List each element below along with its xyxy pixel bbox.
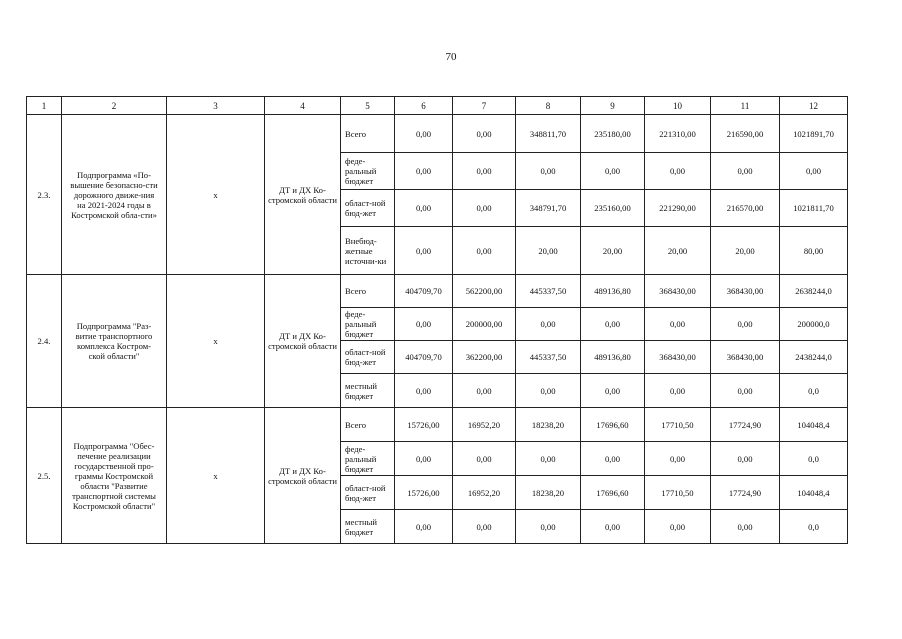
- executor: ДТ и ДХ Ко-стромской области: [265, 115, 341, 275]
- amount-cell: 17696,60: [581, 408, 645, 442]
- section-number: 2.5.: [27, 408, 62, 544]
- funding-source: феде-ральный бюджет: [341, 442, 395, 476]
- amount-cell: 104048,4: [780, 476, 848, 510]
- funding-source: феде-ральный бюджет: [341, 308, 395, 341]
- amount-cell: 0,00: [711, 510, 780, 544]
- column-header: 10: [645, 97, 711, 115]
- amount-cell: 0,00: [453, 153, 516, 190]
- amount-cell: 0,00: [395, 442, 453, 476]
- amount-cell: 2638244,0: [780, 275, 848, 308]
- amount-cell: 0,00: [581, 442, 645, 476]
- funding-source: област-ной бюд-жет: [341, 476, 395, 510]
- amount-cell: 0,00: [711, 374, 780, 408]
- amount-cell: 368430,00: [645, 341, 711, 374]
- amount-cell: 0,00: [645, 153, 711, 190]
- amount-cell: 404709,70: [395, 341, 453, 374]
- table-body: [27, 97, 848, 544]
- amount-cell: 0,00: [395, 190, 453, 227]
- funding-source: Всего: [341, 275, 395, 308]
- column-header: 7: [453, 97, 516, 115]
- amount-cell: 489136,80: [581, 275, 645, 308]
- header-row: [27, 97, 848, 115]
- amount-cell: 16952,20: [453, 408, 516, 442]
- amount-cell: 0,00: [581, 374, 645, 408]
- amount-cell: 0,00: [645, 308, 711, 341]
- section-number: 2.4.: [27, 275, 62, 408]
- amount-cell: 0,00: [453, 227, 516, 275]
- amount-cell: 0,00: [395, 374, 453, 408]
- amount-cell: 16952,20: [453, 476, 516, 510]
- subprogram-name: Подпрограмма "Раз-витие транспортного комплекса Костром-ской области": [62, 275, 167, 408]
- amount-cell: 20,00: [516, 227, 581, 275]
- amount-cell: 1021891,70: [780, 115, 848, 153]
- amount-cell: 235160,00: [581, 190, 645, 227]
- amount-cell: 0,00: [516, 153, 581, 190]
- table-row: [27, 408, 848, 442]
- amount-cell: 0,00: [395, 227, 453, 275]
- executor: ДТ и ДХ Ко-стромской области: [265, 275, 341, 408]
- amount-cell: 0,00: [581, 153, 645, 190]
- amount-cell: 17696,60: [581, 476, 645, 510]
- amount-cell: 0,00: [453, 510, 516, 544]
- amount-cell: 445337,50: [516, 275, 581, 308]
- column-3-mark: х: [167, 275, 265, 408]
- amount-cell: 235180,00: [581, 115, 645, 153]
- amount-cell: 0,00: [395, 308, 453, 341]
- amount-cell: 0,00: [516, 374, 581, 408]
- amount-cell: 404709,70: [395, 275, 453, 308]
- subprogram-name: Подпрограмма "Обес-печение реализации государственной про-граммы Костромской области "Развитие транспортной системы Костромской области": [62, 408, 167, 544]
- amount-cell: 0,00: [780, 153, 848, 190]
- amount-cell: 0,00: [516, 510, 581, 544]
- amount-cell: 489136,80: [581, 341, 645, 374]
- amount-cell: 216570,00: [711, 190, 780, 227]
- funding-source: област-ной бюд-жет: [341, 190, 395, 227]
- amount-cell: 0,00: [645, 374, 711, 408]
- amount-cell: 368430,00: [711, 341, 780, 374]
- funding-source: местный бюджет: [341, 374, 395, 408]
- executor: ДТ и ДХ Ко-стромской области: [265, 408, 341, 544]
- amount-cell: 80,00: [780, 227, 848, 275]
- amount-cell: 348811,70: [516, 115, 581, 153]
- column-header: 2: [62, 97, 167, 115]
- column-header: 6: [395, 97, 453, 115]
- column-3-mark: х: [167, 115, 265, 275]
- column-3-mark: х: [167, 408, 265, 544]
- amount-cell: 200000,0: [780, 308, 848, 341]
- amount-cell: 0,00: [711, 308, 780, 341]
- amount-cell: 362200,00: [453, 341, 516, 374]
- amount-cell: 445337,50: [516, 341, 581, 374]
- funding-source: Всего: [341, 115, 395, 153]
- amount-cell: 2438244,0: [780, 341, 848, 374]
- amount-cell: 200000,00: [453, 308, 516, 341]
- amount-cell: 562200,00: [453, 275, 516, 308]
- amount-cell: 221290,00: [645, 190, 711, 227]
- amount-cell: 0,00: [711, 153, 780, 190]
- amount-cell: 20,00: [581, 227, 645, 275]
- amount-cell: 0,00: [453, 190, 516, 227]
- amount-cell: 15726,00: [395, 476, 453, 510]
- funding-source: Всего: [341, 408, 395, 442]
- subprogram-name: Подпрограмма «По-вышение безопасно-сти дорожного движе-ния на 2021-2024 годы в Костромской обла-сти»: [62, 115, 167, 275]
- amount-cell: 17710,50: [645, 476, 711, 510]
- page-number: 70: [445, 51, 457, 63]
- amount-cell: 0,00: [645, 510, 711, 544]
- amount-cell: 0,00: [516, 442, 581, 476]
- amount-cell: 104048,4: [780, 408, 848, 442]
- table-row: [27, 115, 848, 153]
- amount-cell: 20,00: [645, 227, 711, 275]
- funding-source: Внебюд-жетные источни-ки: [341, 227, 395, 275]
- amount-cell: 221310,00: [645, 115, 711, 153]
- amount-cell: 0,00: [395, 115, 453, 153]
- amount-cell: 0,00: [581, 510, 645, 544]
- amount-cell: 368430,00: [645, 275, 711, 308]
- amount-cell: 0,00: [516, 308, 581, 341]
- funding-source: местный бюджет: [341, 510, 395, 544]
- column-header: 8: [516, 97, 581, 115]
- amount-cell: 0,0: [780, 510, 848, 544]
- amount-cell: 348791,70: [516, 190, 581, 227]
- amount-cell: 368430,00: [711, 275, 780, 308]
- amount-cell: 18238,20: [516, 476, 581, 510]
- amount-cell: 0,00: [645, 442, 711, 476]
- funding-source: област-ной бюд-жет: [341, 341, 395, 374]
- column-header: 4: [265, 97, 341, 115]
- budget-table: [26, 96, 848, 544]
- amount-cell: 0,00: [711, 442, 780, 476]
- amount-cell: 0,0: [780, 374, 848, 408]
- column-header: 9: [581, 97, 645, 115]
- amount-cell: 0,00: [453, 442, 516, 476]
- section-number: 2.3.: [27, 115, 62, 275]
- amount-cell: 0,00: [581, 308, 645, 341]
- amount-cell: 18238,20: [516, 408, 581, 442]
- column-header: 5: [341, 97, 395, 115]
- amount-cell: 0,0: [780, 442, 848, 476]
- amount-cell: 17710,50: [645, 408, 711, 442]
- amount-cell: 1021811,70: [780, 190, 848, 227]
- amount-cell: 15726,00: [395, 408, 453, 442]
- funding-source: феде-ральный бюджет: [341, 153, 395, 190]
- column-header: 11: [711, 97, 780, 115]
- amount-cell: 0,00: [453, 374, 516, 408]
- amount-cell: 20,00: [711, 227, 780, 275]
- column-header: 1: [27, 97, 62, 115]
- table-row: [27, 275, 848, 308]
- column-header: 12: [780, 97, 848, 115]
- amount-cell: 0,00: [453, 115, 516, 153]
- amount-cell: 17724,90: [711, 476, 780, 510]
- amount-cell: 216590,00: [711, 115, 780, 153]
- amount-cell: 0,00: [395, 510, 453, 544]
- column-header: 3: [167, 97, 265, 115]
- amount-cell: 17724,90: [711, 408, 780, 442]
- amount-cell: 0,00: [395, 153, 453, 190]
